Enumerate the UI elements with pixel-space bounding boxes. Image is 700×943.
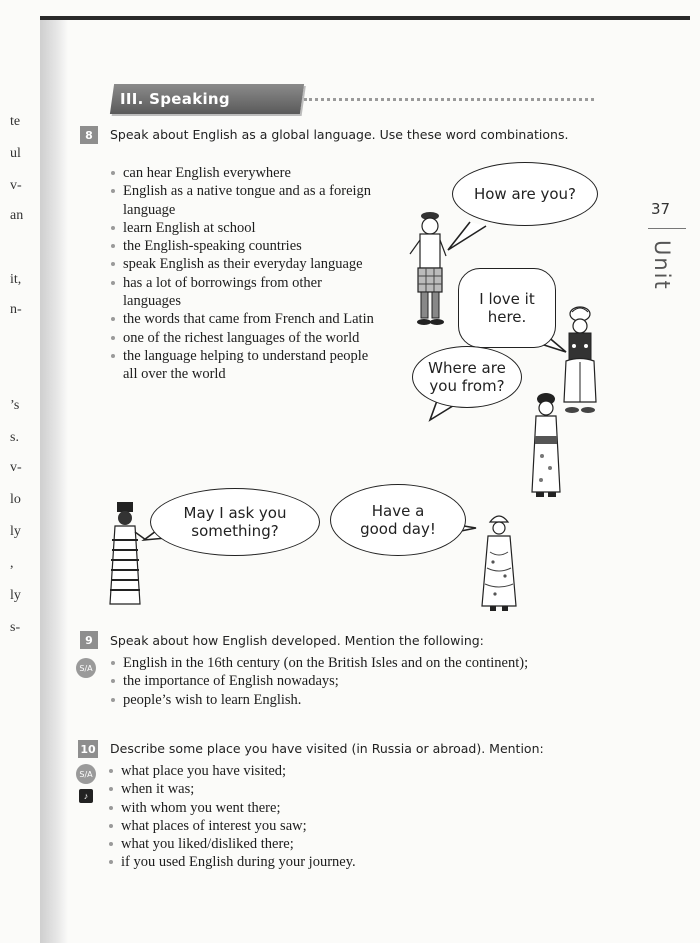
list-item: the importance of English nowadays;: [110, 672, 600, 690]
list-item: with whom you went there;: [108, 799, 598, 817]
list-item: the language helping to understand people all over the world: [110, 347, 382, 384]
fragment: ’s: [10, 398, 20, 413]
task-10-list: [108, 762, 598, 872]
list-item: people’s wish to learn English.: [110, 691, 600, 709]
speech-bubble-how-are-you: How are you?: [452, 162, 598, 226]
list-item: English as a native tongue and as a foreign language: [110, 182, 382, 219]
turban-man-figure: [560, 306, 602, 422]
speech-bubble-where-are-you-from: Where are you from?: [412, 346, 522, 408]
task-number-10: 10: [78, 740, 98, 758]
task-number-8: 8: [80, 126, 98, 144]
list-item: if you used English during your journey.: [108, 853, 598, 871]
african-woman-figure: [104, 500, 148, 610]
list-item: can hear English everywhere: [110, 164, 382, 182]
fragment: lo: [10, 492, 21, 507]
page-number: 37: [651, 200, 671, 218]
list-item: English in the 16th century (on the British Isles and on the continent);: [110, 654, 600, 672]
pair-work-icon: S/A: [76, 658, 96, 678]
speech-bubble-have-a-good-day: Have a good day!: [330, 484, 466, 556]
task-number-9: 9: [80, 631, 98, 649]
fragment: ly: [10, 524, 21, 539]
unit-label: Unit: [650, 240, 674, 291]
fragment: s-: [10, 620, 21, 635]
pair-work-icon: S/A: [76, 764, 96, 784]
list-item: the English-speaking countries: [110, 237, 382, 255]
scotsman-figure: [408, 210, 458, 328]
fragment: te: [10, 114, 21, 129]
speech-bubble-may-i-ask: May I ask you something?: [150, 488, 320, 556]
fragment: s.: [10, 430, 19, 445]
list-item: learn English at school: [110, 219, 382, 237]
fragment: ,: [10, 556, 14, 571]
fragment: ly: [10, 588, 21, 603]
list-item: one of the richest languages of the world: [110, 329, 382, 347]
audio-icon: ♪: [79, 789, 93, 803]
fragment: n-: [10, 302, 22, 317]
task-8-instruction: Speak about English as a global language. Use these word combinations.: [110, 127, 569, 142]
fragment: it,: [10, 272, 22, 287]
task-9-list: [110, 654, 600, 709]
fragment: v-: [10, 178, 22, 193]
list-item: what place you have visited;: [108, 762, 598, 780]
list-item: what places of interest you saw;: [108, 817, 598, 835]
list-item: when it was;: [108, 780, 598, 798]
fragment: an: [10, 208, 24, 223]
fragment: v-: [10, 460, 22, 475]
section-title: III. Speaking: [120, 90, 230, 108]
list-item: the words that came from French and Latin: [110, 310, 382, 328]
list-item: speak English as their everyday language: [110, 255, 382, 273]
russian-woman-figure: [478, 512, 520, 614]
task-9-instruction: Speak about how English developed. Mention the following:: [110, 633, 484, 648]
list-item: what you liked/disliked there;: [108, 835, 598, 853]
list-item: has a lot of borrowings from other languages: [110, 274, 382, 311]
kimono-woman-figure: [526, 392, 566, 504]
speech-bubble-i-love-it-here: I love it here.: [458, 268, 556, 348]
fragment: ul: [10, 146, 21, 161]
task-10-instruction: Describe some place you have visited (in Russia or abroad). Mention:: [110, 741, 544, 756]
